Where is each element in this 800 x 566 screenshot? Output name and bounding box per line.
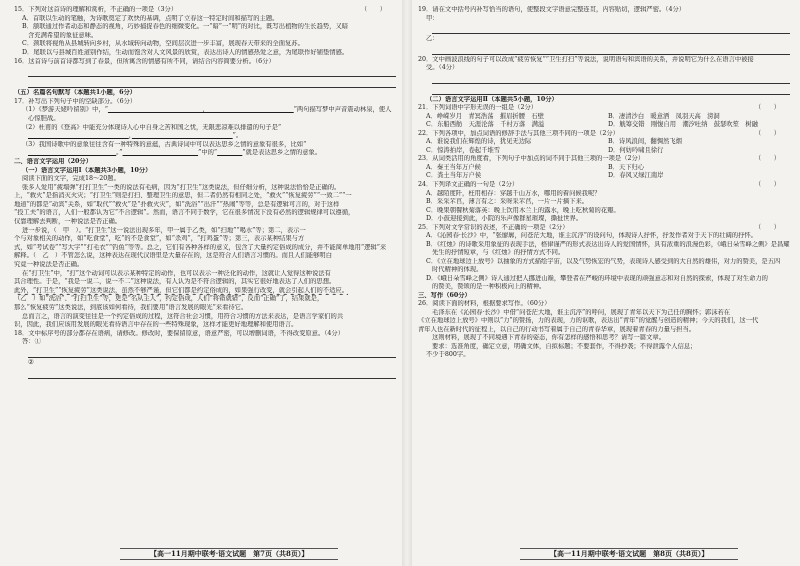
- q22-option-a: A．谁说我们在辉煌的诗，犹见无边际: [426, 138, 532, 146]
- passage-line: 那么“恢复疲劳”这类说法，到底该如何看待，我们要用“语言发展的眼光”来看待它。: [14, 304, 248, 311]
- q19-label-yi: 乙：: [426, 35, 439, 42]
- q23-stem: 23．从词类活用的角度看，下列句子中加点的词不同于其他三项的一项是（2分）: [418, 155, 645, 163]
- q21-option-a: A．峥嵘岁月 青冥浩荡 摧眉折腰 石壁: [426, 112, 544, 120]
- q22-option-c: C．惊涛拍岸，卷起千堆雪: [426, 146, 501, 154]
- q17-3-sep: 。”: [116, 149, 123, 157]
- answer-line[interactable]: [432, 86, 790, 95]
- q21-stem: 21．下列词语中字形无误的一组是（2分）: [418, 104, 538, 111]
- question-25: [418, 224, 790, 233]
- q24-stem: 24．下列译文正确的一句是（2分）: [418, 181, 519, 189]
- passage-line: 解释。（ 乙 ）不管怎么说，这种表达在现代汉语里是大量存在的，这是符合人们语言习惯的。而且人们能够明白: [14, 252, 332, 260]
- q15-option-c: C．颈联将视角从县城转向乡村，从水域转向动物，空间层次进一步丰富，展现春天带来的全面复苏。: [22, 40, 304, 48]
- q17-item-1: [14, 106, 396, 115]
- page-footer-left: 【高一11月期中联考·语文试题 第7页（共8页）】: [120, 548, 338, 560]
- q23-options-row2: [418, 172, 790, 181]
- fill-blank[interactable]: [28, 149, 116, 156]
- question-23: [418, 155, 790, 164]
- page-7: [14, 6, 396, 548]
- q21-paren: （ ）: [754, 104, 780, 111]
- passage-line: 仅靠理解去判断，一种说法是否正确。: [14, 218, 122, 226]
- q25-paren: （ ）: [754, 223, 780, 231]
- q15-option-a: A．首联以生动的笔触，为诗歌奠定了欢快的基调，点明了立春这一特定时间和描写的主题。: [22, 14, 279, 22]
- q24-option-c: C．晚果朝餐秋菊落英：晚上饮用木兰上的露水，晚上吃秋菊的花瓣。: [426, 206, 620, 214]
- q22-option-d: D．何妨吟啸且徐行: [608, 146, 664, 154]
- passage-line: 地道”的都是“动宾”关系，如“取代”“救火”是“扑救火灾”，如“洗浴”“出汗”“热闹”等等，总是有逻辑可言的，对于这样: [14, 200, 340, 208]
- question-21: [418, 104, 790, 113]
- passage-line: 识，因此，我们应该用发展的眼光看待语言中存在的一些特殊现象，这样才能更好地理解和使用语言。: [14, 321, 298, 329]
- page-footer-right: 【高一11月期中联考·语文试题 第8页（共8页）】: [520, 548, 738, 560]
- answer-line[interactable]: [28, 68, 396, 77]
- passage-line: 进一步说，（ 甲 ）。“打卫生”这一说法出现多年，甲一属于乙类，如“扫地”“喝水”等；第二，表示一: [22, 226, 306, 234]
- subsection-2: （二）语言文字运用Ⅱ（本题共5小题，10分）: [426, 95, 558, 103]
- q22-option-b: B．诗风浪间，翻惆然飞烟: [608, 138, 682, 146]
- q23-option-c: C．粪土当年万户侯: [426, 172, 482, 180]
- q22-options-row1: [418, 138, 790, 147]
- question-22: [418, 130, 790, 139]
- question-16: 16．这首诗与前首诗都写到了春景，但所寓含的情感有所不同，请结合内容简要分析。（6分）: [14, 57, 275, 65]
- q15-option-d: D．尾联以与县城百姓道别作结，生动而饱含对人文风景的欣赏，表达出诗人的情感热爱之意，为尾联作好铺垫情感。: [22, 48, 349, 56]
- passage-line: 张多人爱用“疲塌弹”打打卫生”一类的说法有毛病，因为“打卫生”这类说法，但仔细分析，这种说法恰恰是正确的。: [22, 183, 341, 191]
- q17-1-text3: 心惊胆战。: [28, 114, 60, 122]
- subsection-1: （一）语言文字运用Ⅰ（本题共3小题，10分）: [22, 166, 152, 174]
- passage-line: “投工夫”的语言，人们一般都认为它“不合逻辑”。然而，语言不同于数学，它在很多情况下没有必然的逻辑规律可以遵循，: [14, 209, 355, 217]
- question-19: 19．请在文中括号内补写恰当的语句，使整段文字语意完整连贯，内容贴切，逻辑严密。（4分）: [418, 6, 686, 13]
- q18-label-1: 答：①: [22, 338, 41, 346]
- question-20: 20．文中画波浪线的句子可以改成“疲劳恢复”“卫生打扫”等说法，说明语句和宾语的关系，并说明它为什么在语言中被接: [418, 55, 754, 63]
- q25-option-d: D．《峨日朵雪峰之侧》诗人通过把人挪进山巅，攀登者在严峻的环境中表现的顽强意志和对自然的探索，体现了对生命力的: [426, 274, 768, 282]
- q25-option-a: A．《沁园春·长沙》中，“张廖廓，问苍茫大地，谁主沉浮”的设问句，体现诗人抒怀，抒发作者对于天下的壮阔的抒怀。: [426, 232, 757, 240]
- page-gutter: [402, 0, 412, 566]
- question-18: 18．文中标序号的部分都存在语病，请修改。修改时，要保留原意，语意严密，可以增删词语，不得改变原意。（4分）: [14, 329, 345, 337]
- q23-option-d: D．春风又绿江南岸: [608, 172, 664, 180]
- section-2-title: 二、语言文字运用（20分）: [14, 157, 93, 165]
- q21-option-b: B．凄清沙白 暖意洒 凤羽天高 滂洞: [608, 112, 720, 120]
- section-3-title: 三、写作（60分）: [418, 291, 471, 299]
- fill-blank[interactable]: [132, 132, 233, 139]
- q22-stem: 22．下列各项中，加点词语的修辞手法与其他三项不同的一项是（2分）: [418, 129, 619, 137]
- section-dictation: （五）名篇名句默写（本题共1小题，6分）: [14, 89, 137, 97]
- q15-stem: 15．下列对这首诗的理解和赏析，不正确的一项是（3分）: [14, 6, 178, 13]
- fill-blank[interactable]: [217, 149, 242, 156]
- passage-line: （乙 ）如“洗浴”、“打扫卫生”等，更是“名从主人”，约定俗成，人们“将错就错”，反而“正确”了，结果就是，: [14, 295, 324, 303]
- question-15: [14, 6, 396, 15]
- q18-label-2: ②: [28, 358, 34, 366]
- q25-option-b: B．《红烛》的诗歌采用象征的表现手法，格律谨严的形式表达出诗人的爱国情怀，具有浓重的浪漫色彩，《峨日朵雪峰之侧》是昌耀: [426, 240, 790, 248]
- passage-line: 究竟一种说法是否正确。: [14, 261, 84, 269]
- page-8: [418, 6, 790, 548]
- q19-label-jia: 甲：: [426, 14, 439, 22]
- q25-option-c-cont: 时代精神的体现。: [432, 266, 483, 274]
- q24-option-b: B．采采芣苢，薄言有之：采呀采芣苢，一片一片摘下来。: [426, 198, 589, 206]
- q25-option-c: C．《立在地球边上放号》以抽象的方式描绘宇宙，以及气势恢宏的气势，表现诗人感受到的大自然的雄伟，对力的赞美，是五四: [426, 257, 781, 265]
- q15-option-b: B．颔联通过作者动态和静态的视角，巧妙捕捉春色的细微变化。一“暗”一“明”的对比，既写出植物的生长趋势，又暗: [22, 23, 349, 31]
- material-line: 这则材料，展现了不同境遇下青春的姿态，你有怎样的感悟和思考？请写一篇文章。: [432, 334, 665, 342]
- material-line: 《立在地球边上放号》中则以“力”的赞扬，力的表现，力的讴歌，表达出“青年”的觉醒与创造的精神；今天的我们，这一代: [418, 317, 759, 325]
- q17-2-sep: ，: [128, 132, 132, 140]
- q24-option-d: D．小鼓迎接到此，小院的乐声像群星璀璨，撕扯世界。: [426, 215, 583, 223]
- q23-option-a: A．秦王当年万户候: [426, 163, 481, 171]
- passage-line: 个与对象相关的动作，如“吃食堂”，吃“的不是食堂”，如“杀鸡”，“打鸡蛋”等；第三，表示某种结果与方: [14, 235, 305, 243]
- passage-line: 其合理性。于是，“我是一说二，说一不二”这种说法，有人认为是不符合逻辑的，其实它很好地表达了人们的思想。: [14, 278, 336, 286]
- answer-line[interactable]: [432, 25, 790, 34]
- q15-paren: （ ）: [360, 6, 386, 13]
- q18-answer-1: [14, 338, 396, 347]
- question-24: [418, 181, 790, 190]
- fill-blank[interactable]: [28, 132, 129, 139]
- q24-paren: （ ）: [754, 181, 780, 189]
- q17-item-3: （3）我国诗歌中的意象往往含有一种特殊的意蕴，古典诗词中可以表达思乡之情的意象有很多，比如“: [22, 140, 307, 148]
- writing-requirements: 要求：选准角度，确定立意，明确文体，自拟标题；不要套作，不得抄袭；不得泄露个人信息；: [432, 342, 697, 350]
- reading-instruction: 阅读下面的文字，完成18～20题。: [22, 175, 120, 183]
- passage-line: 总而言之，语言的演变往往是一个约定俗成的过程，这符合社会习惯，用符合习惯的方法来表达，是语言学家们的共: [22, 312, 344, 320]
- passage-line: 在“打卫生”中，“打”这个动词可以表示某种特定的动作，也可以表示一种泛化的动作，这就让人觉得这种说法有: [22, 269, 331, 277]
- q21-option-d: D．觥筹交错 刚愎自用 潮汐吐纳 鼓瑟吹笙 树融: [608, 121, 758, 129]
- q17-3-end: ”就是表达思乡之情的意象。: [242, 149, 322, 157]
- q17-item-2-blank: [14, 132, 396, 141]
- q17-item-2: （2）杜甫的《登高》中能充分体现诗人心中自身之苦和国之忧，无限悲凉难以排遣的句子是“: [22, 123, 282, 131]
- answer-line[interactable]: [432, 75, 790, 84]
- fill-blank[interactable]: ，: [107, 106, 294, 114]
- fill-blank[interactable]: [123, 149, 199, 156]
- writing-requirements-cont: 不少于800字。: [426, 351, 470, 359]
- q15-option-b-cont: 含充满希望的象征意味。: [28, 31, 98, 39]
- q21-option-c: C．东船西舫 天涯沦落 千村万落 满溢: [426, 121, 545, 129]
- answer-line[interactable]: [28, 79, 396, 88]
- q17-3-mid: ”中的“: [198, 149, 218, 157]
- passage-line: 上，“救火”是指消灭火灾；“打卫生”则是打扫、整理卫生的意思，但二者仍然有相同之处，“救火”“恢复疲劳”“一致二”“一: [14, 192, 352, 200]
- question-17: 17．补写出下列句子中的空缺部分。（6分）: [14, 97, 137, 105]
- q21-options-row2: [418, 121, 790, 130]
- q23-paren: （ ）: [754, 155, 780, 163]
- q17-1-text: （1）《梦游天姥吟留别》中，“: [22, 106, 108, 114]
- passage-line-wavy: 此外，“打卫生”“恢复疲劳”这类说法，虽然不够严谨，但它们都是约定俗成的，如果强行改变，就会引起人们的不适应。: [14, 286, 349, 294]
- q17-1-text2: ”两句描写梦中声音震动林泉，使人: [293, 106, 392, 114]
- q22-paren: （ ）: [754, 129, 780, 137]
- question-26: 26．阅读下面的材料，根据要求写作。（60分）: [418, 300, 551, 308]
- answer-line[interactable]: [28, 349, 396, 358]
- q17-item-3-blank: [14, 149, 396, 158]
- q25-option-b-cont: 先生的抒情短章，与《红烛》的抒情方式不同。: [432, 249, 565, 257]
- answer-line[interactable]: [432, 46, 790, 55]
- q25-stem: 25．下列对文学常识的表述，不正确的一项是（2分）: [418, 223, 569, 231]
- material-line: 青年人也在新时代的征程上，以自己的行动书写着属于自己的青春华章，展现着青春的力量与担当。: [418, 325, 696, 333]
- answer-line[interactable]: [28, 370, 396, 379]
- material-line: 毛泽东在《沁园春·长沙》中借“问苍茫大地，谁主沉浮”的呼问，展现了青年以天下为己任的胸怀；郭沫若在: [432, 308, 731, 316]
- q25-option-d-cont: 的赞美，赞颂的是一种积极向上的精神。: [432, 283, 546, 291]
- passage-line: 式，如“考试卷”“写大字”“打毛衣”“钓鱼”等等。总之，它们有各种各样的意义，包含了大量约定俗成的成分，并不能简单地用“逻辑”来: [14, 243, 387, 251]
- q24-option-a: A．越陌度阡，枉用相存：穿越千山万水，哪用的着问候我呢？: [426, 189, 601, 197]
- q17-2-end: ”。: [232, 132, 243, 140]
- q21-options-row1: [418, 113, 790, 122]
- q22-options-row2: [418, 147, 790, 156]
- q23-option-b: B．天下归心: [608, 163, 645, 171]
- question-20-cont: 受。（4分）: [426, 64, 459, 71]
